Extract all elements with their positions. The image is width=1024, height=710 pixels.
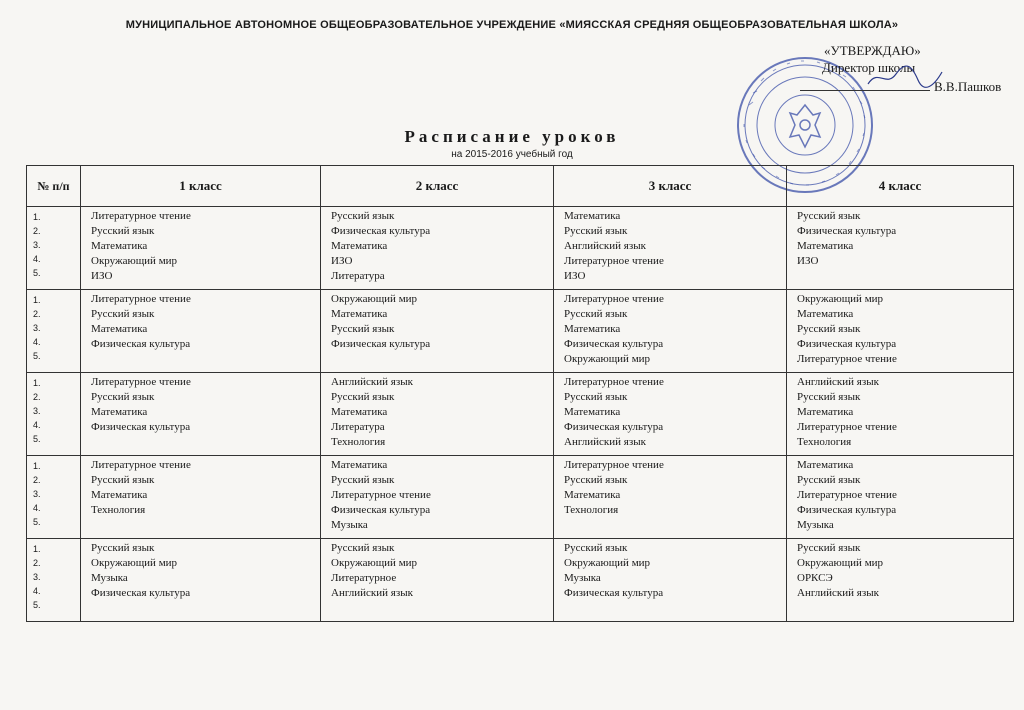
school-name: МУНИЦИПАЛЬНОЕ АВТОНОМНОЕ ОБЩЕОБРАЗОВАТЕЛЬНОЕ УЧРЕЖДЕНИЕ «МИЯССКАЯ СРЕДНЯЯ ОБЩЕОБРАЗОВАТЕЛЬНАЯ ШКОЛА» [125,19,899,31]
subject: Английский язык [797,587,879,599]
director-label: Директор школы [822,60,916,75]
lesson-number: 1. [33,544,41,554]
subject: Математика [331,459,388,471]
subject: Физическая культура [564,421,664,433]
subject: Математика [91,240,148,252]
subject: Математика [331,406,388,418]
lesson-number: 2. [33,558,41,568]
schedule-cell [554,456,787,539]
schedule-table [26,165,1014,622]
lesson-number: 4. [33,586,41,596]
lesson-number: 3. [33,240,41,250]
schedule-cell [81,539,321,622]
lesson-number: 4. [33,420,41,430]
subject: Русский язык [331,474,395,486]
schedule-cell [554,539,787,622]
subject: Физическая культура [331,338,431,350]
subject: Математика [331,308,388,320]
subject: Русский язык [564,542,628,554]
subject: Музыка [91,572,128,584]
subject: Русский язык [564,391,628,403]
lesson-number: 5. [33,268,41,278]
lesson-number: 2. [33,226,41,236]
subject: Русский язык [331,323,395,335]
subject: Литературное чтение [797,353,897,365]
subject: Русский язык [564,308,628,320]
lesson-number: 5. [33,351,41,361]
subject: Математика [797,308,854,320]
subject: Физическая культура [797,504,897,516]
subject: Литературное чтение [331,489,431,501]
subject: Физическая культура [564,338,664,350]
lesson-number: 3. [33,323,41,333]
lesson-numbers [27,539,81,622]
schedule-cell [554,207,787,290]
subject: Окружающий мир [91,557,178,569]
schedule-cell [787,207,1014,290]
schedule-cell [787,290,1014,373]
subject: Литература [331,421,385,433]
subject: Музыка [564,572,601,584]
signature-icon [864,62,944,92]
subject: Русский язык [797,474,861,486]
subject: Русский язык [91,542,155,554]
subject: Русский язык [331,542,395,554]
subject: Русский язык [331,391,395,403]
subject: Физическая культура [331,225,431,237]
subject: Литературное чтение [797,421,897,433]
subject: Математика [797,240,854,252]
subject: Окружающий мир [564,557,651,569]
schedule-cell [321,456,554,539]
subject: Русский язык [91,308,155,320]
subject: Математика [91,489,148,501]
subject: Математика [564,210,621,222]
table-header-row [27,166,1014,207]
subject: Литературное чтение [91,210,191,222]
lesson-number: 1. [33,461,41,471]
table-row [27,373,1014,456]
schedule-cell [81,290,321,373]
subject: Русский язык [91,225,155,237]
approval-block [800,42,1020,95]
schedule-cell [81,207,321,290]
subject: Математика [797,459,854,471]
lesson-number: 3. [33,489,41,499]
subject: Русский язык [797,391,861,403]
subject: Русский язык [91,474,155,486]
subject: Физическая культура [91,421,191,433]
subject: Физическая культура [797,225,897,237]
subject: Физическая культура [797,338,897,350]
number-column-header: № п/п [27,166,81,207]
subject: Технология [797,436,852,448]
subject: Технология [564,504,619,516]
table-row [27,290,1014,373]
lesson-number: 5. [33,600,41,610]
subject: Математика [91,323,148,335]
subject: Русский язык [797,210,861,222]
subject: ИЗО [797,255,819,267]
lesson-number: 2. [33,392,41,402]
subject: Окружающий мир [331,293,418,305]
subject: Окружающий мир [91,255,178,267]
subject: Русский язык [331,210,395,222]
subject: Литературное чтение [797,489,897,501]
subject: Технология [91,504,146,516]
subject: Русский язык [564,225,628,237]
subject: Английский язык [564,436,646,448]
subject: Математика [564,489,621,501]
lesson-number: 4. [33,337,41,347]
schedule-cell [321,207,554,290]
lesson-number: 5. [33,517,41,527]
schedule-cell [554,373,787,456]
subject: Музыка [797,519,834,531]
schedule-cell [81,373,321,456]
table-row [27,456,1014,539]
page-subtitle: на 2015-2016 учебный год [451,149,573,160]
subject: Окружающий мир [331,557,418,569]
subject: Литературное чтение [564,376,664,388]
subject: Русский язык [797,542,861,554]
subject: ИЗО [331,255,353,267]
approve-label: «УТВЕРЖДАЮ» [824,43,921,58]
lesson-number: 1. [33,378,41,388]
subject: Физическая культура [564,587,664,599]
lesson-number: 2. [33,309,41,319]
subject: Математика [331,240,388,252]
page-title: Расписание уроков [404,127,620,146]
subject: Музыка [331,519,368,531]
lesson-number: 4. [33,254,41,264]
lesson-numbers [27,456,81,539]
lesson-number: 4. [33,503,41,513]
schedule-cell [321,539,554,622]
subject: Технология [331,436,386,448]
subject: Окружающий мир [797,557,884,569]
subject: Литературное чтение [564,459,664,471]
schedule-cell [787,456,1014,539]
director-name: В.В.Пашков [934,79,1002,94]
class-header: 3 класс [554,166,787,207]
schedule-cell [787,373,1014,456]
subject: Математика [797,406,854,418]
subject: Литературное чтение [91,376,191,388]
subject: Английский язык [564,240,646,252]
schedule-cell [554,290,787,373]
subject: Русский язык [91,391,155,403]
class-header: 4 класс [787,166,1014,207]
lesson-number: 2. [33,475,41,485]
subject: Английский язык [331,587,413,599]
subject: Литературное чтение [564,255,664,267]
subject: Русский язык [564,474,628,486]
subject: Английский язык [331,376,413,388]
class-header: 1 класс [81,166,321,207]
subject: Окружающий мир [564,353,651,365]
schedule-cell [787,539,1014,622]
subject: Физическая культура [331,504,431,516]
subject: ОРКСЭ [797,572,833,584]
subject: ИЗО [564,270,586,282]
subject: Математика [91,406,148,418]
lesson-number: 3. [33,572,41,582]
subject: Физическая культура [91,338,191,350]
class-header: 2 класс [321,166,554,207]
subject: Литературное [331,572,397,584]
subject: Математика [564,406,621,418]
subject: Литературное чтение [91,293,191,305]
table-row [27,539,1014,622]
subject: Английский язык [797,376,879,388]
lesson-number: 1. [33,212,41,222]
subject: Математика [564,323,621,335]
subject: ИЗО [91,270,113,282]
subject: Окружающий мир [797,293,884,305]
schedule-cell [321,290,554,373]
lesson-numbers [27,290,81,373]
lesson-number: 3. [33,406,41,416]
table-row [27,207,1014,290]
lesson-number: 1. [33,295,41,305]
lesson-numbers [27,373,81,456]
schedule-cell [321,373,554,456]
subject: Литературное чтение [564,293,664,305]
lesson-number: 5. [33,434,41,444]
subject: Физическая культура [91,587,191,599]
subject: Литературное чтение [91,459,191,471]
subject: Литература [331,270,385,282]
lesson-numbers [27,207,81,290]
schedule-cell [81,456,321,539]
subject: Русский язык [797,323,861,335]
